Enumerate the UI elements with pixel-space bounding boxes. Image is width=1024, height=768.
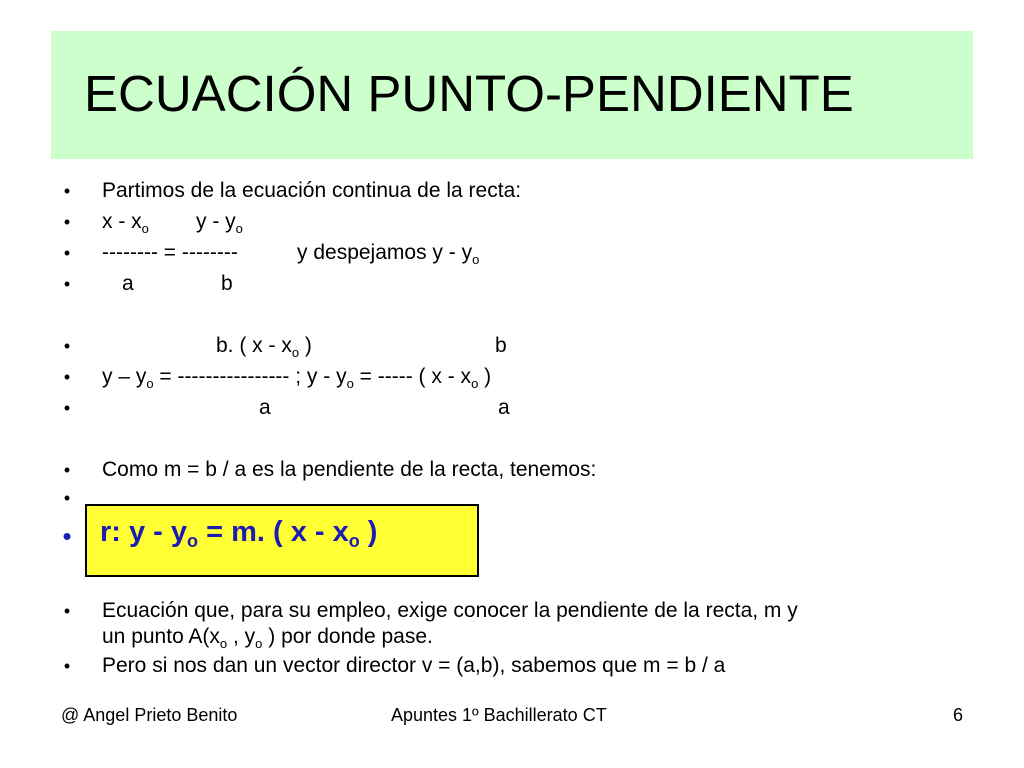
numerator-y: y - $y_o$ (196, 210, 243, 236)
text-slope: Como m = b / a es la pendiente de la recta, tenemos: (102, 458, 597, 481)
bullet: • (63, 601, 71, 621)
denominator-a: a (498, 396, 510, 419)
numerator-b: b (495, 334, 507, 357)
text-usage-point: un punto $A(x_o$ , $y_o$ ) por donde pase. (102, 625, 433, 651)
text-usage: Ecuación que, para su empleo, exige conocer la pendiente de la recta, m y (102, 599, 798, 622)
bullet: • (62, 521, 72, 551)
bullet: • (63, 656, 71, 676)
text-intro: Partimos de la ecuación continua de la recta: (102, 179, 522, 202)
footer-author: @ Angel Prieto Benito (61, 705, 238, 725)
point-slope-formula: r: $y - y_o = m$. ( x - $x_o$ ) (100, 516, 378, 551)
bullet: • (63, 181, 71, 201)
denominator-b: b (221, 272, 233, 295)
slide-title: ECUACIÓN PUNTO-PENDIENTE (84, 65, 854, 122)
despejamos-text: y despejamos y - $y_o$ (297, 241, 480, 267)
denominator-a: a (259, 396, 271, 419)
bullet: • (63, 212, 71, 232)
text-vector: Pero si nos dan un vector director v = (a,b), sabemos que m = b / a (102, 654, 726, 677)
page-number: 6 (953, 705, 964, 725)
numerator-bx: b. ( x - $x_o$ ) (216, 334, 312, 360)
footer-course: Apuntes 1º Bachillerato CT (391, 705, 607, 725)
numerator-x: x - $x_o$ (102, 210, 149, 236)
bullet: • (63, 460, 71, 480)
denominator-a: a (122, 272, 134, 295)
bullet: • (63, 488, 71, 508)
fraction-bars: -------- = -------- (102, 241, 238, 264)
equation-row: y – $y_o$ = ---------------- ; y - $y_o$ = ----- ( x - $x_o$ ) (102, 365, 492, 391)
bullet: • (63, 398, 71, 418)
bullet: • (63, 274, 71, 294)
bullet: • (63, 243, 71, 263)
bullet: • (63, 367, 71, 387)
bullet: • (63, 336, 71, 356)
